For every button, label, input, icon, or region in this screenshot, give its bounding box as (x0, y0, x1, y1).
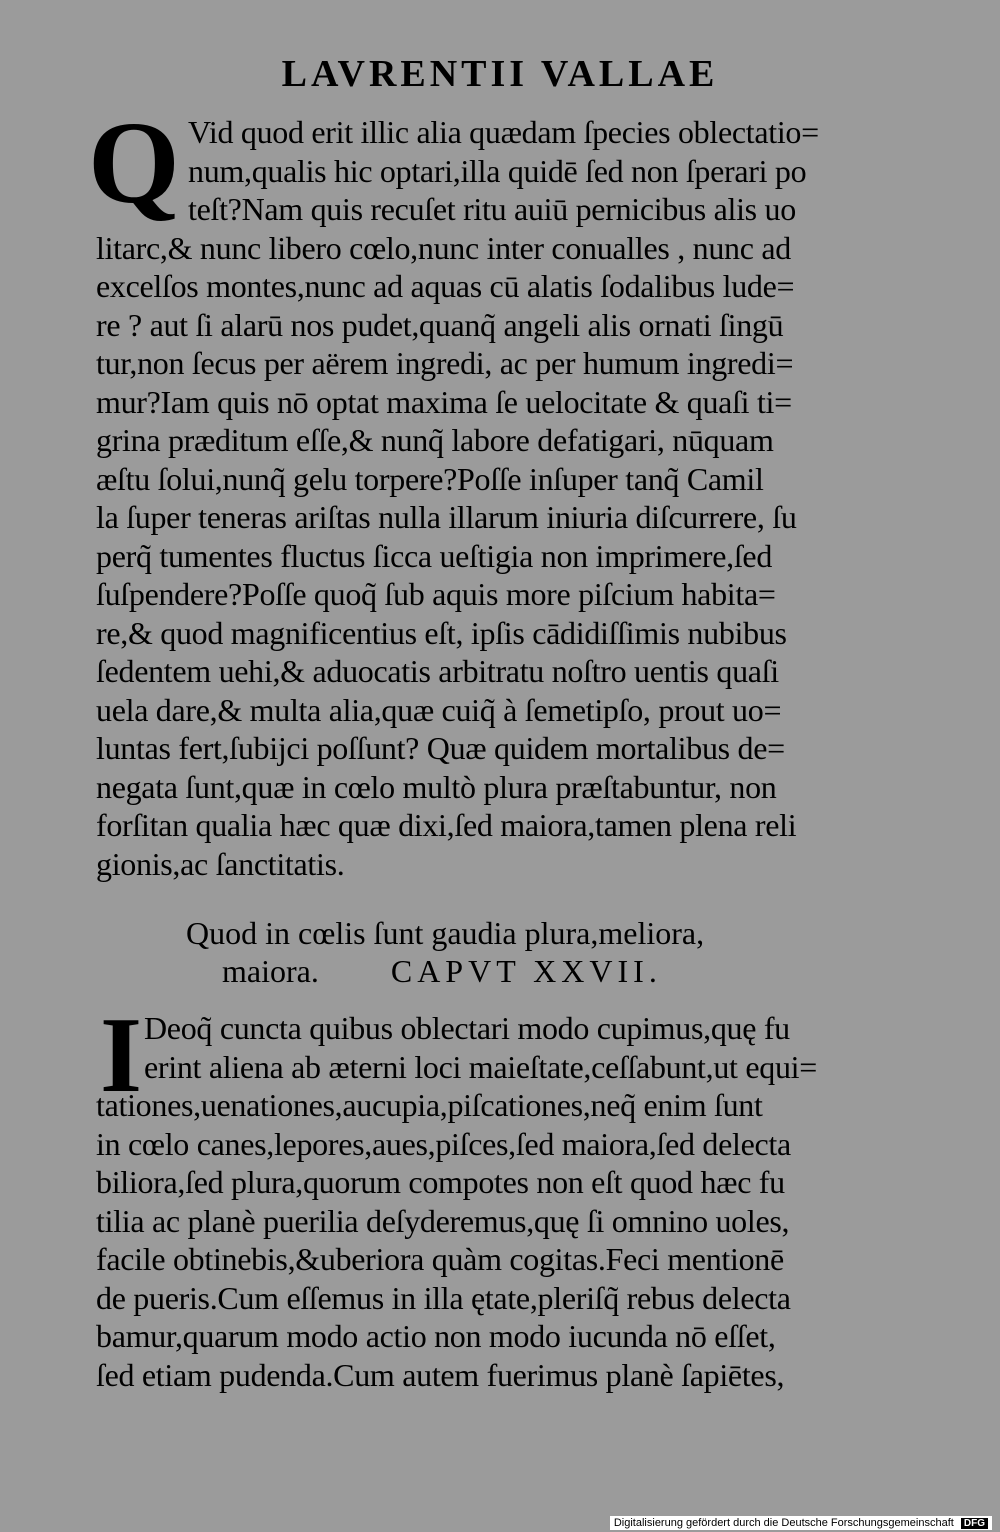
text-line: uela dare,& multa alia,quæ cuiq̃ à ſemetipſo, prout uo= (96, 691, 782, 728)
paragraph-2 (96, 1009, 956, 1394)
text-line: perq̃ tumentes fluctus ſicca ueſtigia non imprimere,ſed (96, 537, 773, 574)
text-line: bamur,quarum modo actio non modo iucunda nō eſſet, (96, 1318, 776, 1354)
text-line: tationes,uenationes,aucupia,piſcationes,neq̃ enim ſunt (96, 1087, 763, 1123)
text-line: litarc,& nunc libero cœlo,nunc inter conualles , nunc ad (96, 229, 791, 266)
text-line: la ſuper teneras ariſtas nulla illarum iniuria diſcurrere, ſu (96, 499, 797, 535)
text-line: tur,non ſecus per aërem ingredi, ac per humum ingredi= (96, 345, 794, 381)
text-line: æſtu ſolui,nunq̃ gelu torpere?Poſſe inſuper tanq̃ Camil (96, 460, 764, 497)
dfg-logo-icon: DFG (961, 1518, 988, 1529)
text-line: re,& quod magnificentius eſt, ipſis cādidiſſimis nubibus (96, 614, 787, 651)
text-line: de pueris.Cum eſſemus in illa ętate,pleriſq̃ rebus delecta (96, 1279, 791, 1316)
text-line: gionis,ac ſanctitatis. (96, 845, 345, 882)
chapter-number: CAPVT XXVII. (390, 953, 662, 989)
text-line: ſedentem uehi,& aduocatis arbitratu noſtro uentis quaſi (96, 653, 779, 689)
text-line: excelſos montes,nunc ad aquas cū alatis ſodalibus lude= (96, 268, 795, 304)
text-line: facile obtinebis,&uberiora quàm cogitas.Feci mentionē (96, 1241, 784, 1277)
chapter-heading-line-2 (186, 952, 886, 990)
text-line: erint aliena ab æterni loci maieſtate,ceſſabunt,ut equi= (144, 1048, 817, 1085)
text-line: biliora,ſed plura,quorum compotes non eſt quod hæc fu (96, 1164, 785, 1200)
footer-text: Digitalisierung gefördert durch die Deutsche Forschungsgemeinschaft (613, 1517, 954, 1529)
text-line: ſed etiam pudenda.Cum autem fuerimus planè ſapiētes, (96, 1356, 785, 1393)
dropcap-i: I (100, 996, 143, 1115)
chapter-heading-maiora: maiora. (222, 953, 319, 989)
text-line: mur?Iam quis nō optat maxima ſe uelocitate & quaſi ti= (96, 383, 792, 420)
chapter-heading-line-1: Quod in cœlis ſunt gaudia plura,meliora, (186, 915, 705, 951)
text-line: grina præditum eſſe,& nunq̃ labore defatigari, nūquam (96, 422, 774, 458)
paragraph-1 (96, 113, 956, 883)
text-line: num,qualis hic optari,illa quidē ſed non ſperari po (188, 152, 807, 189)
text-line: luntas fert,ſubijci poſſunt? Quæ quidem mortalibus de= (96, 730, 785, 766)
dfg-footer (610, 1516, 992, 1530)
text-line: ſuſpendere?Poſſe quoq̃ ſub aquis more piſcium habita= (96, 576, 776, 612)
text-line: Deoq̃ cuncta quibus oblectari modo cupimus,quę fu (144, 1010, 790, 1046)
dropcap-q: Q (88, 97, 180, 228)
chapter-heading (186, 914, 886, 990)
text-line: Vid quod erit illic alia quædam ſpecies oblectatio= (188, 114, 819, 150)
text-line: forſitan qualia hæc quæ dixi,ſed maiora,tamen plena reli (96, 807, 797, 843)
text-line: in cœlo canes,lepores,aues,piſces,ſed maiora,ſed delecta (96, 1125, 791, 1162)
running-head: LAVRENTII VALLAE (281, 53, 719, 95)
text-line: teſt?Nam quis recuſet ritu auiū pernicibus alis uo (188, 191, 796, 227)
text-line: tilia ac planè puerilia deſyderemus,quę ſi omnino uoles, (96, 1202, 790, 1239)
text-line: negata ſunt,quæ in cœlo multò plura præſtabuntur, non (96, 768, 777, 805)
text-line: re ? aut ſi alarū nos pudet,quanq̃ angeli alis ornati ſingū (96, 306, 784, 343)
